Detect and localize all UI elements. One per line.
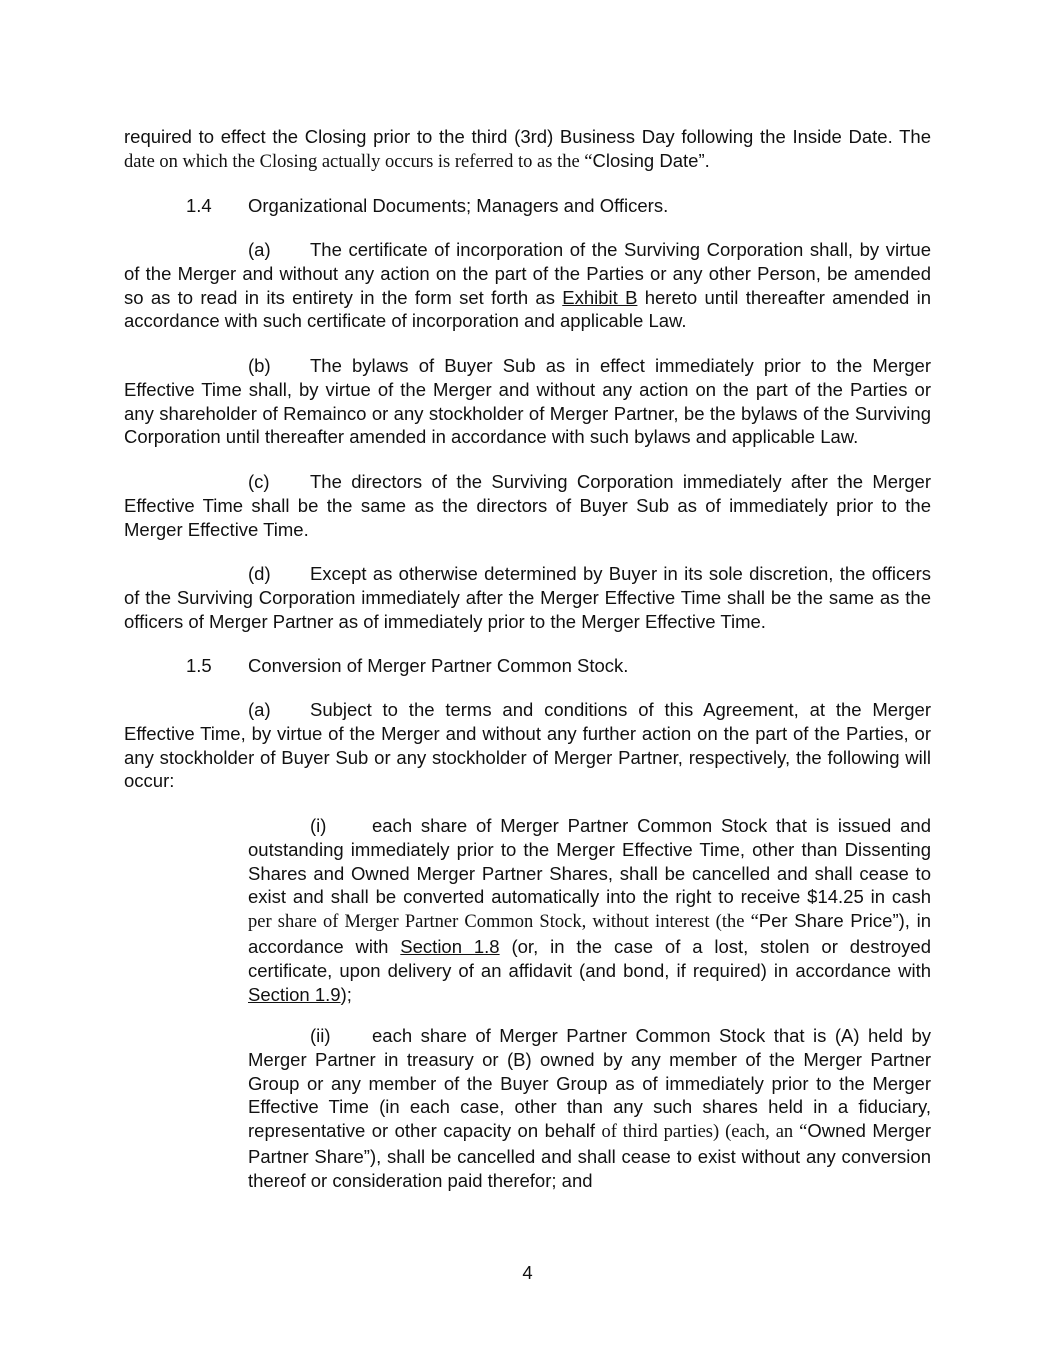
section-1-4-a-paragraph: (a) The certificate of incorporation of the Surviving Corporation shall, by virtue of the Merger and without any action on the part of the Parties or any other Person, be amended so as to read in its entirety in the form set forth as Exhibit B hereto until thereafter amended in accordance with such certificate of incorporation and applicable Law. [124, 239, 931, 332]
section-1-4-heading [186, 194, 886, 218]
section-number: 1.4 [186, 195, 212, 216]
section-title: Organizational Documents; Managers and Officers. [248, 195, 669, 216]
section-1-5-a-i-item: (i) each share of Merger Partner Common Stock that is issued and outstanding immediately prior to the Merger Effective Time, other than Dissenting Shares and Owned Merger Partner Shares, shall be cancelled and shall cease to exist and shall be converted automatically into the right to receive $14.25 in cash per share of Merger Partner Common Stock, without interest (the “Per Share Price”), in accordance with Section 1.8 (or, in the case of a lost, stolen or destroyed certificate, upon delivery of an affidavit (and bond, if required) in accordance with Section 1.9); [248, 815, 931, 1005]
section-1-5-a-ii-item: (ii) each share of Merger Partner Common Stock that is (A) held by Merger Partner in treasury or (B) owned by any member of the Merger Partner Group or any member of the Buyer Group as of immediately prior to the Merger Effective Time (in each case, other than any such shares held in a fiduciary, representative or other capacity on behalf of third parties) (each, an “Owned Merger Partner Share”), shall be cancelled and shall cease to exist without any conversion thereof or consideration paid therefor; and [248, 1025, 931, 1191]
section-1-9-link[interactable]: Section 1.9 [248, 983, 341, 1005]
item-label: (ii) [310, 1025, 331, 1046]
clause-label: (a) [248, 699, 271, 720]
exhibit-b-link[interactable]: Exhibit B [562, 286, 638, 308]
defined-term-owned-merger-partner-share: Owned Merger Partner Share [248, 1120, 931, 1167]
defined-term-closing-date: Closing Date [592, 149, 699, 171]
section-1-8-link[interactable]: Section 1.8 [400, 935, 500, 957]
page-number: 4 [522, 1262, 533, 1283]
intro-paragraph: required to effect the Closing prior to the third (3rd) Business Day following the Inside Date. The date on which the Closing actually occurs is referred to as the “Closing Date”. [124, 126, 931, 172]
section-number: 1.5 [186, 655, 212, 676]
clause-label: (a) [248, 239, 271, 260]
section-1-4-c-paragraph: (c) The directors of the Surviving Corporation immediately after the Merger Effective Time shall be the same as the directors of Buyer Sub as of immediately prior to the Merger Effective Time. [124, 471, 931, 540]
defined-term-per-share-price: Per Share Price [758, 910, 893, 932]
section-1-4-b-paragraph: (b) The bylaws of Buyer Sub as in effect immediately prior to the Merger Effective Time shall, by virtue of the Merger and without any action on the part of the Parties or any shareholder of Remainco or any stockholder of Merger Partner, be the bylaws of the Surviving Corporation until thereafter amended in accordance with such bylaws and applicable Law. [124, 355, 931, 448]
clause-label: (d) [248, 563, 271, 584]
section-1-4-d-paragraph: (d) Except as otherwise determined by Buyer in its sole discretion, the officers of the Surviving Corporation immediately after the Merger Effective Time shall be the same as the officers of Merger Partner as of immediately prior to the Merger Effective Time. [124, 563, 931, 632]
section-1-5-a-paragraph: (a) Subject to the terms and conditions of this Agreement, at the Merger Effective Time, by virtue of the Merger and without any further action on the part of the Parties, or any stockholder of Buyer Sub or any stockholder of Merger Partner, respectively, the following will occur: [124, 699, 931, 792]
clause-label: (c) [248, 471, 270, 492]
section-1-5-heading [186, 654, 886, 678]
section-title: Conversion of Merger Partner Common Stock. [248, 655, 629, 676]
clause-label: (b) [248, 355, 271, 376]
item-label: (i) [310, 815, 327, 836]
